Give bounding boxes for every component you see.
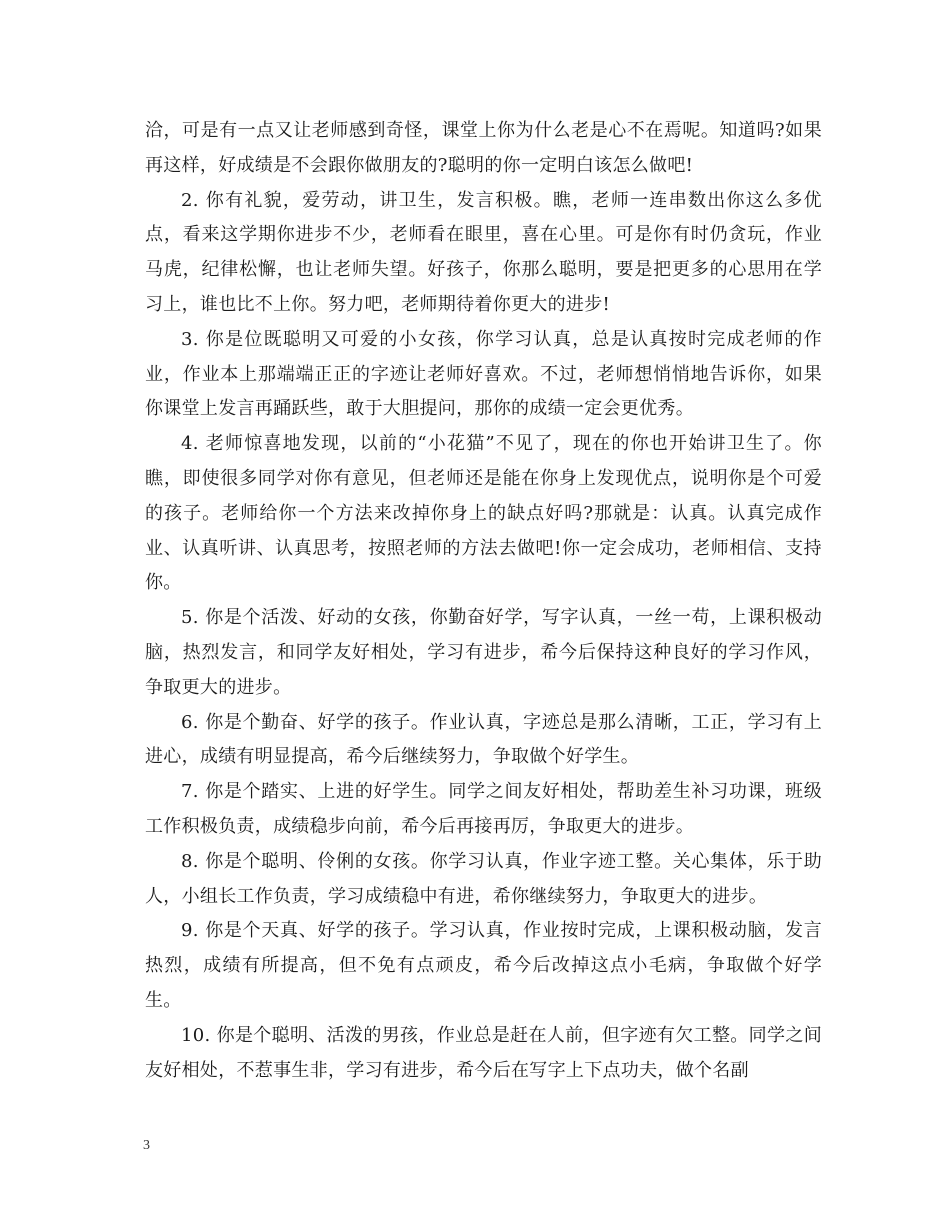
comment-paragraph-7: 7. 你是个踏实、上进的好学生。同学之间友好相处，帮助差生补习功课，班级工作积极负责，成绩稳步向前，希今后再接再厉，争取更大的进步。	[145, 781, 822, 837]
comment-paragraph-10: 10. 你是个聪明、活泼的男孩，作业总是赶在人前，但字迹有欠工整。同学之间友好相处，不惹事生非，学习有进步，希今后在写字上下点功夫，做个名副	[145, 1024, 822, 1081]
comment-paragraph-3: 3. 你是位既聪明又可爱的小女孩，你学习认真，总是认真按时完成老师的作业，作业本上那端端正正的字迹让老师好喜欢。不过，老师想悄悄地告诉你，如果你课堂上发言再踊跃些，敢于大胆提问，那你的成绩一定会更优秀。	[145, 328, 822, 420]
comment-paragraph-4: 4. 老师惊喜地发现，以前的“小花猫”不见了，现在的你也开始讲卫生了。你瞧，即使很多同学对你有意见，但老师还是能在你身上发现优点，说明你是个可爱的孩子。老师给你一个方法来改掉你身上的缺点好吗?那就是：认真。认真完成作业、认真听讲、认真思考，按照老师的方法去做吧!你一定会成功，老师相信、支持你。	[145, 433, 822, 594]
comment-paragraph-8: 8. 你是个聪明、伶俐的女孩。你学习认真，作业字迹工整。关心集体，乐于助人，小组长工作负责，学习成绩稳中有进，希你继续努力，争取更大的进步。	[145, 850, 822, 907]
comment-paragraph-2: 2. 你有礼貌，爱劳动，讲卫生，发言积极。瞧，老师一连串数出你这么多优点，看来这学期你进步不少，老师看在眼里，喜在心里。可是你有时仍贪玩，作业马虎，纪律松懈，也让老师失望。好孩子，你那么聪明，要是把更多的心思用在学习上，谁也比不上你。努力吧，老师期待着你更大的进步!	[145, 189, 822, 315]
continuation-paragraph: 洽，可是有一点又让老师感到奇怪，课堂上你为什么老是心不在焉呢。知道吗?如果再这样，好成绩是不会跟你做朋友的?聪明的你一定明白该怎么做吧!	[145, 120, 822, 176]
page-number: 3	[143, 1138, 150, 1153]
comment-paragraph-9: 9. 你是个天真、好学的孩子。学习认真，作业按时完成，上课积极动脑，发言热烈，成绩有所提高，但不免有点顽皮，希今后改掉这点小毛病，争取做个好学生。	[145, 920, 822, 1011]
comment-paragraph-6: 6. 你是个勤奋、好学的孩子。作业认真，字迹总是那么清晰，工正，学习有上进心，成绩有明显提高，希今后继续努力，争取做个好学生。	[145, 711, 822, 768]
document-body	[145, 114, 822, 1088]
comment-paragraph-5: 5. 你是个活泼、好动的女孩，你勤奋好学，写字认真，一丝一苟，上课积极动脑，热烈发言，和同学友好相处，学习有进步，希今后保持这种良好的学习作风，争取更大的进步。	[145, 607, 822, 698]
